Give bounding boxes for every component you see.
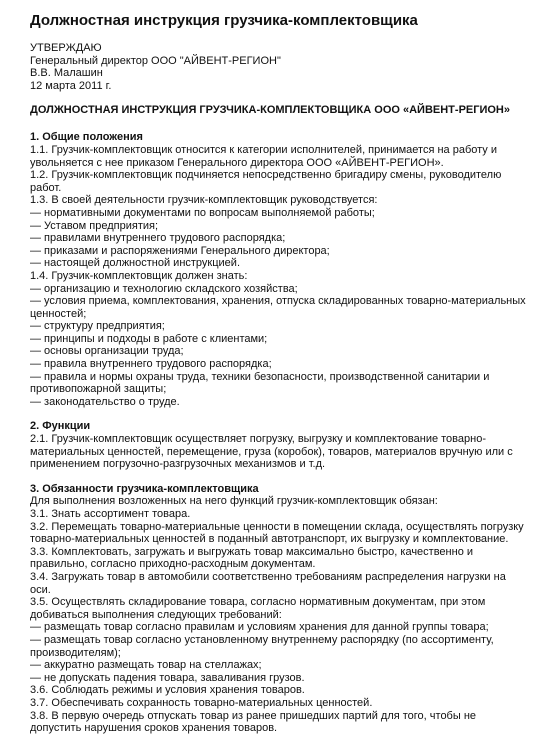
- text-line: — приказами и распоряжениями Генерального директора;: [30, 244, 330, 257]
- text-line: увольняется с нее приказом Генерального директора ООО «АЙВЕНТ-РЕГИОН».: [30, 156, 444, 169]
- section-title: 1. Общие положения: [30, 131, 143, 144]
- text-line: 3.6. Соблюдать режимы и условия хранения товаров.: [30, 684, 305, 697]
- approval-line: В.В. Малашин: [30, 67, 103, 80]
- text-line: 3.8. В первую очередь отпускать товар из ранее пришедших партий для того, чтобы не: [30, 709, 477, 722]
- text-line: — аккуратно размещать товар на стеллажах;: [30, 659, 262, 672]
- section-title: 3. Обязанности грузчика-комплектовщика: [30, 482, 259, 495]
- text-line: — условия приема, комплектования, хранения, отпуска складированных товарно-материальных: [30, 295, 526, 308]
- text-line: 1.2. Грузчик-комплектовщик подчиняется непосредственно бригадиру смены, руководителю: [30, 169, 502, 182]
- text-line: — размещать товар согласно установленному внутреннему распорядку (по ассортименту,: [30, 633, 494, 646]
- text-line: ценностей;: [30, 307, 87, 320]
- text-line: 1.3. В своей деятельности грузчик-комплектовщик руководствуется:: [30, 194, 378, 207]
- text-line: 3.1. Знать ассортимент товара.: [30, 508, 191, 520]
- text-line: — правилами внутреннего трудового распорядка;: [30, 232, 286, 245]
- section: [30, 420, 555, 470]
- text-line: — Уставом предприятия;: [30, 219, 159, 232]
- sections-container: [30, 131, 555, 734]
- text-line: 3.3. Комплектовать, загружать и выгружать товар максимально быстро, качественно и: [30, 545, 474, 558]
- text-line: допустить нарушения сроков хранения товаров.: [30, 722, 278, 735]
- approval-block: [30, 42, 555, 92]
- text-line: — не допускать падения товара, заваливания грузов.: [30, 671, 305, 684]
- text-line: — основы организации труда;: [30, 345, 184, 358]
- text-line: — настоящей должностной инструкцией.: [30, 257, 241, 270]
- document-heading: ДОЛЖНОСТНАЯ ИНСТРУКЦИЯ ГРУЗЧИКА-КОМПЛЕКТОВЩИКА ООО «АЙВЕНТ-РЕГИОН»: [30, 104, 510, 117]
- approval-line: Генеральный директор ООО "АЙВЕНТ-РЕГИОН": [30, 54, 281, 67]
- text-line: производителям);: [30, 646, 121, 659]
- text-line: — организацию и технологию складского хозяйства;: [30, 282, 298, 295]
- document-title: Должностная инструкция грузчика-комплектовщика: [30, 12, 418, 29]
- text-line: применением погрузочно-разгрузочных механизмов и т.д.: [30, 458, 326, 471]
- text-line: противопожарной защиты;: [30, 383, 167, 396]
- text-line: добиваться выполнения следующих требований:: [30, 608, 282, 621]
- text-line: — размещать товар согласно правилам и условиям хранения для данной группы товара;: [30, 621, 489, 634]
- text-line: — правила и нормы охраны труда, техники безопасности, производственной санитарии и: [30, 370, 490, 383]
- text-line: материальных ценностей, перемещение, груза (коробок), товаров, материалов вручную или с: [30, 445, 513, 458]
- text-line: 1.4. Грузчик-комплектовщик должен знать:: [30, 269, 248, 282]
- text-line: работ.: [30, 181, 62, 194]
- approval-line: УТВЕРЖДАЮ: [30, 42, 102, 54]
- text-line: — принципы и подходы в работе с клиентами;: [30, 332, 268, 345]
- text-line: — структуру предприятия;: [30, 320, 165, 333]
- section-title: 2. Функции: [30, 420, 91, 433]
- text-line: — законодательство о труде.: [30, 395, 180, 408]
- text-line: — нормативными документами по вопросам выполняемой работы;: [30, 206, 375, 219]
- text-line: 3.7. Обеспечивать сохранность товарно-материальных ценностей.: [30, 696, 373, 709]
- text-line: — правила внутреннего трудового распорядка;: [30, 358, 272, 371]
- text-line: Для выполнения возложенных на него функций грузчик-комплектовщик обязан:: [30, 495, 438, 508]
- section: [30, 483, 555, 735]
- approval-line: 12 марта 2011 г.: [30, 79, 112, 92]
- text-line: 2.1. Грузчик-комплектовщик осуществляет погрузку, выгрузку и комплектование товарно-: [30, 433, 486, 446]
- section: [30, 131, 555, 408]
- text-line: товарно-материальных ценностей в поданный автотранспорт, их выгрузку и комплектование.: [30, 533, 509, 546]
- text-line: оси.: [30, 583, 51, 596]
- text-line: 3.2. Перемещать товарно-материальные ценности в помещении склада, осуществлять погрузку: [30, 520, 524, 533]
- text-line: 3.4. Загружать товар в автомобили соответственно требованиям распределения нагрузки на: [30, 570, 506, 583]
- text-line: 3.5. Осуществлять складирование товара, согласно нормативным документам, при этом: [30, 596, 486, 609]
- text-line: правильно, согласно приходно-расходным документам.: [30, 558, 316, 571]
- text-line: 1.1. Грузчик-комплектовщик относится к категории исполнителей, принимается на работу и: [30, 143, 498, 156]
